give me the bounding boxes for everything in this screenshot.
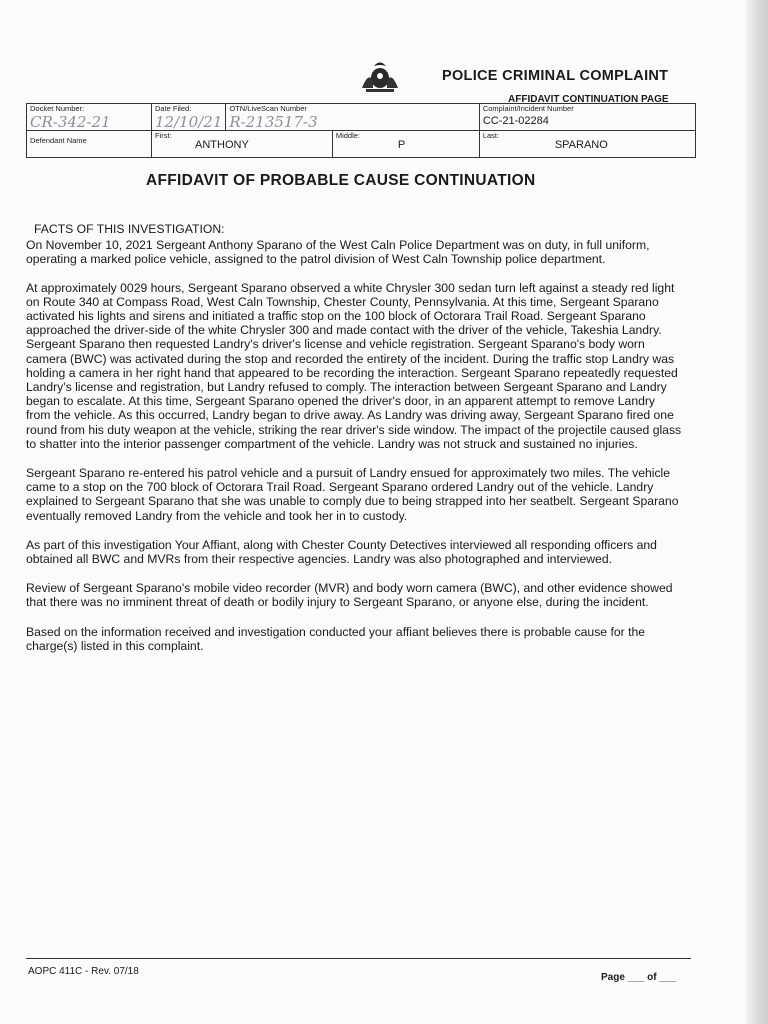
docket-label: Docket Number: (30, 104, 85, 113)
last-name-value: SPARANO (554, 139, 608, 151)
form-identifier: AOPC 411C - Rev. 07/18 (28, 966, 139, 977)
paragraph: As part of this investigation Your Affiant, along with Chester County Detectives interviewed all responding officers and obtained all BWC and MVRs from their respective agencies. Landry was also photographed and interviewed. (26, 537, 657, 567)
date-filed-label: Date Filed: (155, 104, 192, 113)
facts-heading: FACTS OF THIS INVESTIGATION: (34, 222, 225, 236)
middle-name-value: P (397, 139, 406, 151)
paragraph: Review of Sergeant Sparano's mobile video recorder (MVR) and body worn camera (BWC), and other evidence showed that there was no imminent threat of death or bodily injury to Sergeant Sparano, or anyone else, during the incident. (26, 581, 673, 610)
last-name-label: Last: (482, 131, 500, 140)
date-filed-cell (152, 104, 226, 131)
first-name-value: ANTHONY (195, 139, 249, 151)
docket-value: CR-342-21 (30, 113, 111, 131)
pennsylvania-seal-icon (358, 58, 402, 94)
footer-divider (26, 958, 691, 959)
paragraph: At approximately 0029 hours, Sergeant Sparano observed a white Chrysler 300 sedan turn left against a steady red light on Route 340 at Compass Road, West Caln Township, Chester County, Pennsylvania. At this time, Sergeant Sparano activated his lights and sirens and initiated a traffic stop on the 100 block of Octorara Trail Road. Sergeant Sparano approached the driver-side of the white Chrysler 300 and made contact with the driver of the vehicle, Takeshia Landry. Sergeant Sparano then requested Landry's driver's license and vehicle registration. Sergeant Sparano's body worn camera (BWC) was activated during the stop and recorded the entirety of the incident. During the traffic stop Landry was holding a camera in her right hand that appeared to be recording the interaction. Sergeant Sparano repeatedly requested Landry's license and registration, but Landry refused to comply. The interaction between Sergeant Sparano and Landry began to escalate. At this time, Sergeant Sparano opened the driver's door, in an apparent attempt to remove Landry from the vehicle. As this occurred, Landry began to drive away. As Landry was driving away, Sergeant Sparano fired one round from his duty weapon at the vehicle, striking the rear driver's side window. The impact of the projectile caused glass to shatter into the interior passenger compartment of the vehicle. Landry was not struck and sustained no injuries. (26, 280, 682, 451)
paragraph: Based on the information received and investigation conducted your affiant believes there is probable cause for the charge(s) listed in this complaint. (26, 624, 646, 653)
defendant-name-cell (27, 131, 152, 158)
first-name-label: First: (155, 131, 172, 140)
otn-label: OTN/LiveScan Number (229, 104, 307, 113)
case-info-table (26, 103, 696, 158)
page-edge-shadow (746, 0, 768, 1024)
docket-cell (27, 104, 152, 131)
complaint-number-label: Complaint/Incident Number (482, 104, 574, 113)
affidavit-title: AFFIDAVIT OF PROBABLE CAUSE CONTINUATION (146, 172, 536, 189)
otn-cell (226, 104, 479, 131)
affidavit-body (26, 222, 682, 668)
otn-value: R-213517-3 (229, 113, 318, 131)
middle-name-cell (332, 131, 479, 158)
complaint-number-cell (479, 104, 695, 131)
page-number: Page ___ of ___ (601, 972, 677, 983)
paragraph: Sergeant Sparano re-entered his patrol vehicle and a pursuit of Landry ensued for approximately two miles. The vehicle came to a stop on the 700 block of Octorara Trail Road. Sergeant Sparano ordered Landry out of the vehicle. Landry explained to Sergeant Sparano that she was unable to comply due to being strapped into her seatbelt. Sergeant Sparano eventually removed Landry from the vehicle and took her in to custody. (26, 466, 679, 523)
complaint-number-value: CC-21-02284 (482, 115, 549, 127)
form-subtitle: AFFIDAVIT CONTINUATION PAGE (508, 94, 669, 105)
first-name-cell (152, 131, 333, 158)
form-title: POLICE CRIMINAL COMPLAINT (442, 68, 669, 84)
defendant-name-label: Defendant Name (30, 136, 87, 145)
last-name-cell (479, 131, 695, 158)
date-filed-value: 12/10/21 (155, 113, 223, 131)
middle-name-label: Middle: (335, 131, 361, 140)
paragraph: On November 10, 2021 Sergeant Anthony Sparano of the West Caln Police Department was on duty, in full uniform, operating a marked police vehicle, assigned to the patrol division of West Caln Township police department. (26, 238, 650, 267)
